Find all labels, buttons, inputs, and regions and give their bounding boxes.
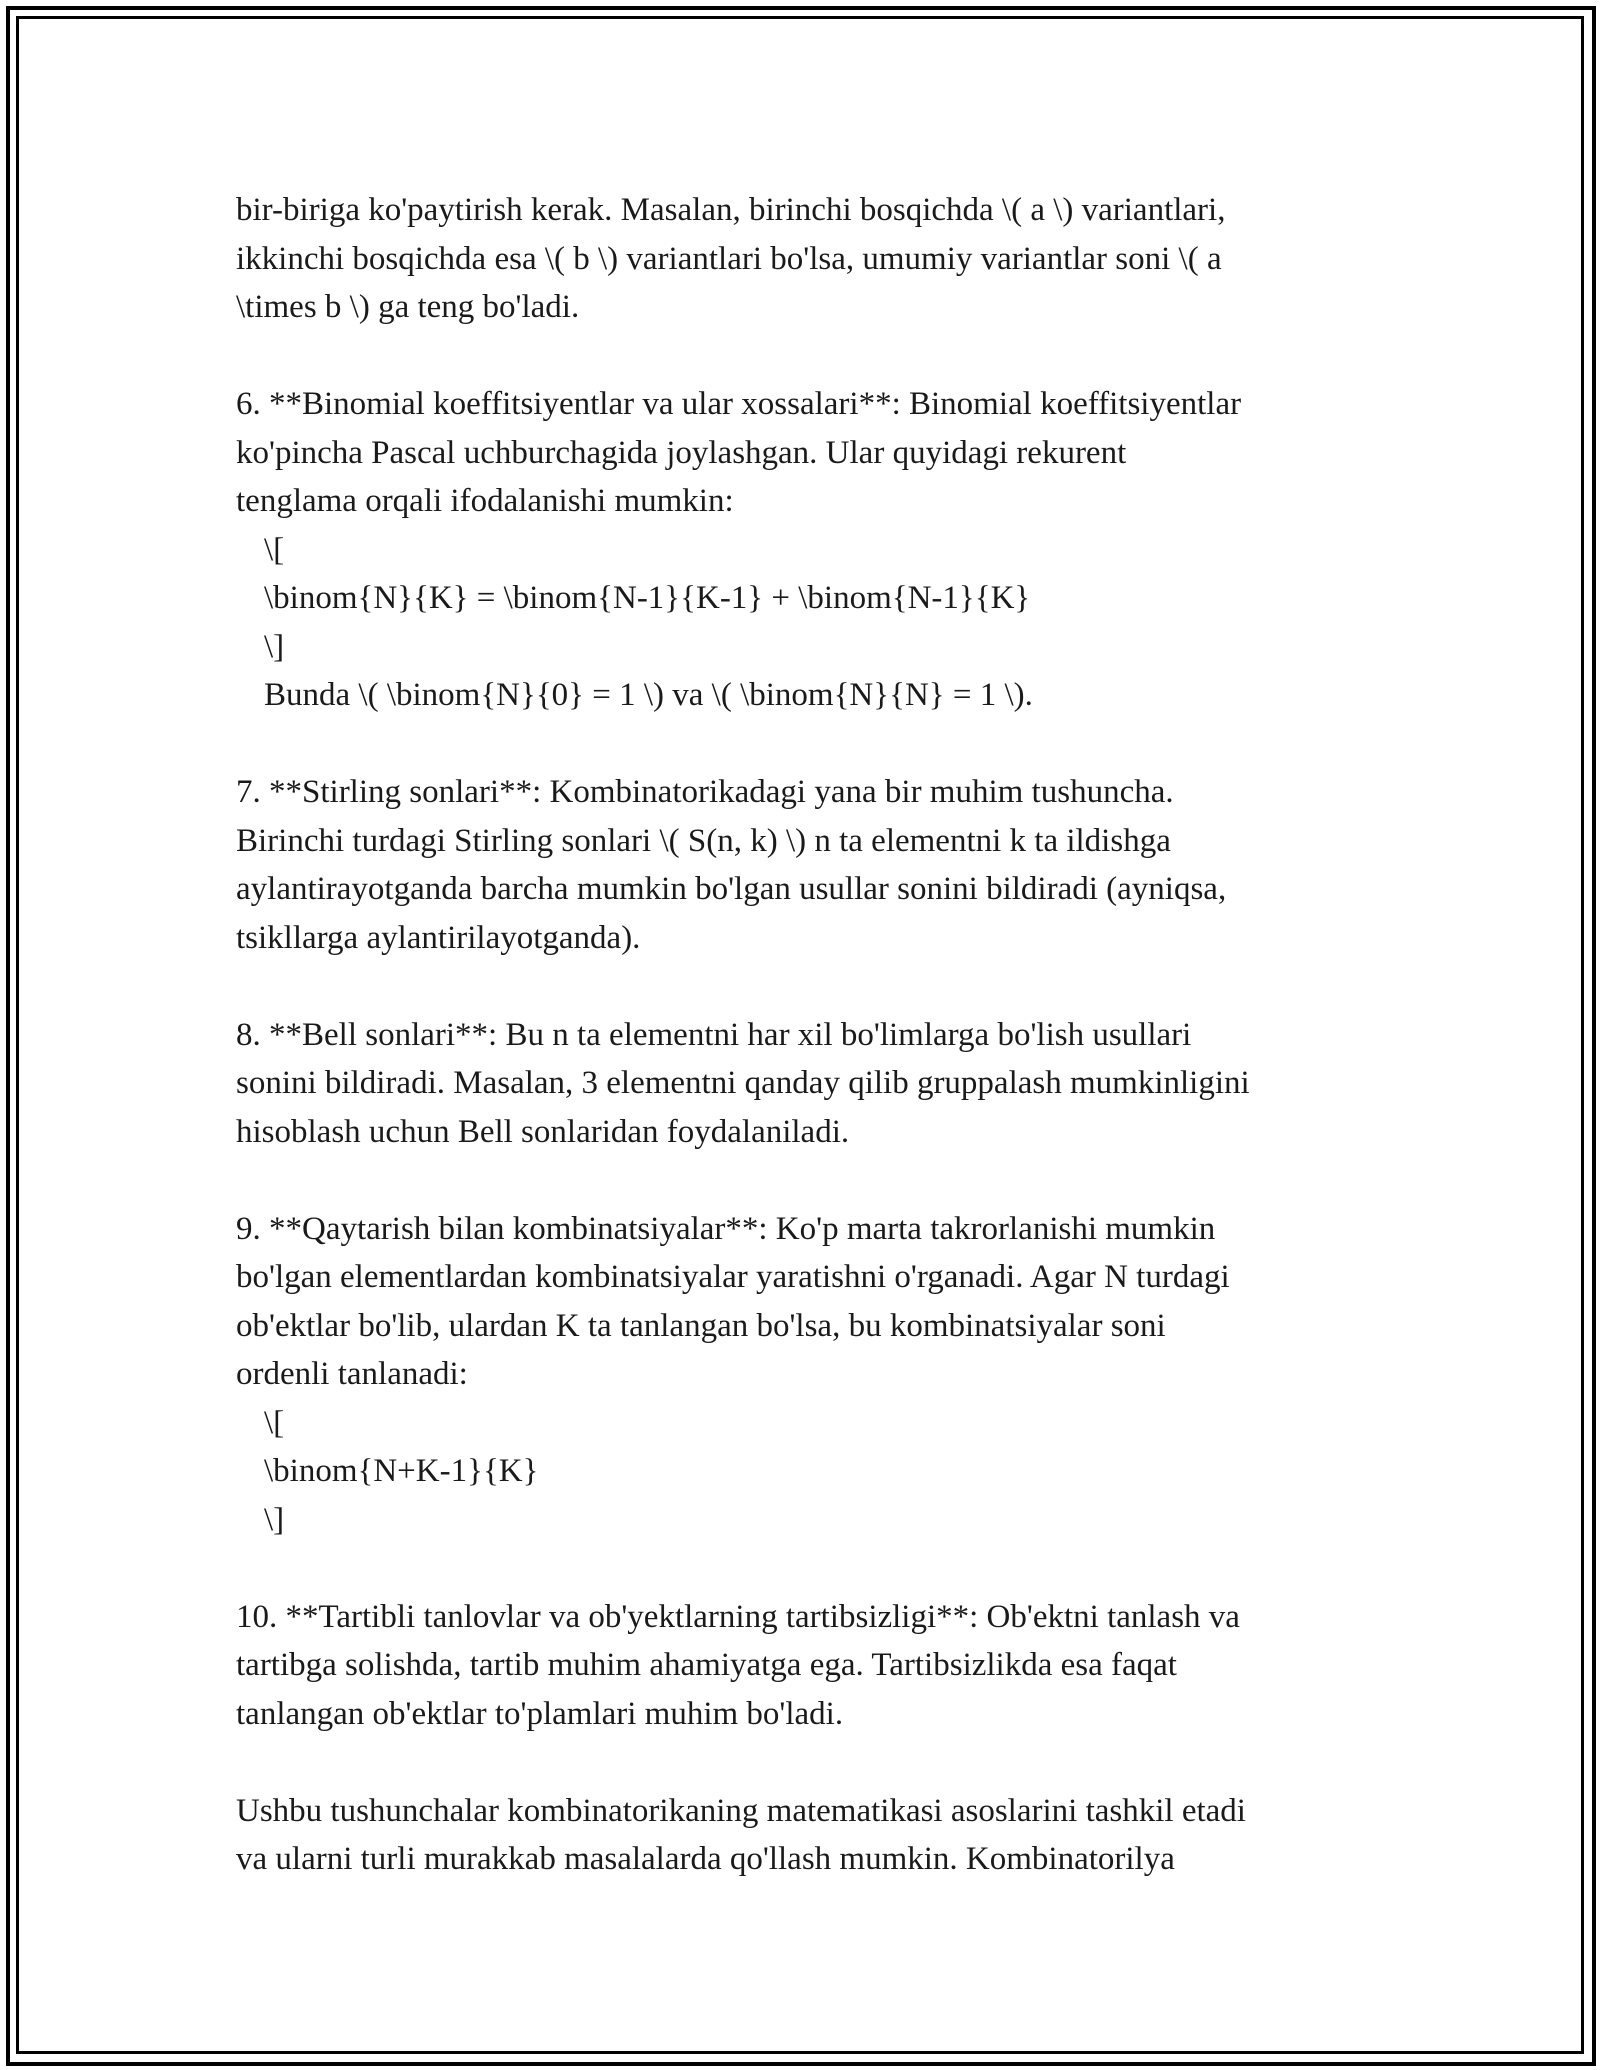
text-line: bir-biriga ko'paytirish kerak. Masalan, birinchi bosqichda \( a \) variantlari, [236,192,1226,228]
text-line: sonini bildiradi. Masalan, 3 elementni qanday qilib gruppalash mumkinligini [236,1065,1250,1101]
formula-line: \[ [264,531,285,568]
document-body [236,186,1376,1884]
paragraph-spacer [236,1156,1376,1205]
list-item-10 [236,1593,1376,1739]
paragraph-intro-continuation [236,186,1376,332]
paragraph-conclusion [236,1787,1376,1884]
paragraph-spacer [236,720,1376,769]
text-line: tanlangan ob'ektlar to'plamlari muhim bo'ladi. [236,1695,844,1732]
formula-line: \binom{N+K-1}{K} [264,1453,539,1489]
text-line: 6. **Binomial koeffitsiyentlar va ular xossalari**: Binomial koeffitsiyentlar [236,386,1242,422]
text-line: ko'pincha Pascal uchburchagida joylashgan. Ular quyidagi rekurent [236,434,1127,471]
text-line: \times b \) ga teng bo'ladi. [236,289,580,325]
text-line: ikkinchi bosqichda esa \( b \) variantlari bo'lsa, umumiy variantlar soni \( a [236,240,1222,277]
paragraph-spacer [236,962,1376,1011]
paragraph-spacer [236,1738,1376,1787]
formula-line: \[ [264,1404,285,1441]
text-line: tsikllarga aylantirilayotganda). [236,919,641,956]
text-line: tartibga solishda, tartib muhim ahamiyatga ega. Tartibsizlikda esa faqat [236,1647,1177,1683]
text-line: Ushbu tushunchalar kombinatorikaning matematikasi asoslarini tashkil etadi [236,1792,1246,1829]
formula-line: \binom{N}{K} = \binom{N-1}{K-1} + \binom{N-1}{K} [264,580,1031,616]
text-line: aylantirayotganda barcha mumkin bo'lgan usullar sonini bildiradi (ayniqsa, [236,871,1227,907]
text-line: 7. **Stirling sonlari**: Kombinatorikadagi yana bir muhim tushuncha. [236,774,1174,810]
text-line: tenglama orqali ifodalanishi mumkin: [236,483,734,519]
text-line: 10. **Tartibli tanlovlar va ob'yektlarning tartibsizligi**: Ob'ektni tanlash va [236,1598,1240,1635]
list-item-9 [236,1205,1376,1545]
text-line: Birinchi turdagi Stirling sonlari \( S(n, k) \) n ta elementni k ta ildishga [236,822,1171,859]
list-item-7 [236,768,1376,962]
text-line: 9. **Qaytarish bilan kombinatsiyalar**: Ko'p marta takrorlanishi mumkin [236,1210,1216,1247]
text-line: hisoblash uchun Bell sonlaridan foydalaniladi. [236,1113,850,1150]
list-item-6 [236,380,1376,720]
paragraph-spacer [236,332,1376,381]
formula-line: \] [264,1501,285,1538]
paragraph-spacer [236,1544,1376,1593]
text-line: ob'ektlar bo'lib, ulardan K ta tanlangan bo'lsa, bu kombinatsiyalar soni [236,1307,1166,1344]
text-line: bo'lgan elementlardan kombinatsiyalar yaratishni o'rganadi. Agar N turdagi [236,1259,1230,1295]
formula-line: \] [264,628,285,665]
list-item-8 [236,1011,1376,1157]
text-line: 8. **Bell sonlari**: Bu n ta elementni har xil bo'limlarga bo'lish usullari [236,1016,1192,1053]
text-line: ordenli tanlanadi: [236,1356,468,1392]
text-line: va ularni turli murakkab masalalarda qo'llash mumkin. Kombinatorilya [236,1841,1175,1877]
formula-line: Bunda \( \binom{N}{0} = 1 \) va \( \binom{N}{N} = 1 \). [264,677,1033,713]
